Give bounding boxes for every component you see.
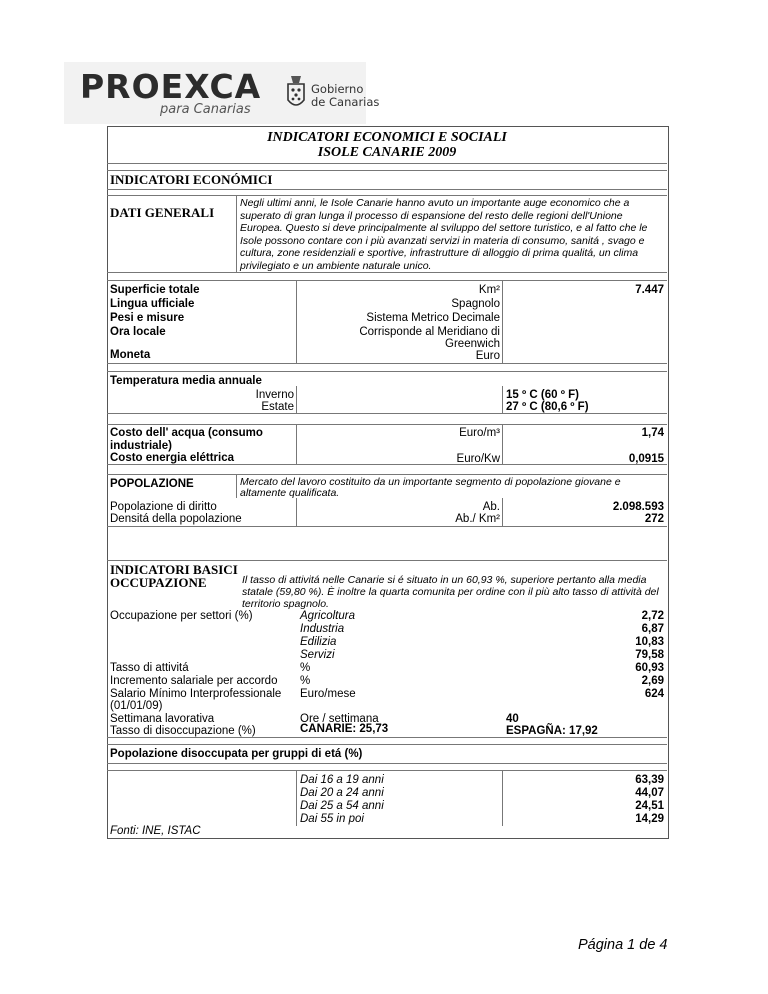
rule — [502, 498, 503, 526]
activity-rate-unit: % — [300, 662, 311, 674]
unemployment-label: Tasso di disoccupazione (%) — [110, 725, 256, 737]
rule — [107, 189, 667, 190]
age-group-label: Dai 55 in poi — [300, 813, 364, 825]
winter-value: 15 º C (60 º F) — [506, 389, 579, 401]
page-number: Página 1 de 4 — [578, 937, 668, 953]
rule — [296, 498, 297, 526]
measures-value: Sistema Metrico Decimale — [366, 312, 500, 324]
energy-cost-unit: Euro/Kw — [456, 453, 500, 465]
gobierno-logo-text: Gobierno de Canarias — [311, 82, 380, 109]
rule — [107, 744, 667, 745]
summer-label: Estate — [261, 401, 294, 413]
general-data-description: Negli ultimi anni, le Isole Canarie hanno avuto un importante auge economico che a superato di gran lunga il processo di espansione del resto delle regioni dell'Unione Europea. Questo si deve principalmente al sviluppo del settore turistico, e al fatto che le Isole possono contare con i più avanzati servizi in materia di consumo, sanitá , svago e cultura, zone residenziali e sportive, infrastrutture di alloggio di prima qualitá, un clima privilegiato e un ambiente naturale unico. — [240, 197, 648, 272]
proexca-logo: PROEXCA — [80, 67, 262, 106]
rule — [107, 195, 667, 196]
legal-population-value: 2.098.593 — [612, 501, 664, 513]
general-data-label: DATI GENERALI — [110, 205, 215, 220]
density-value: 272 — [644, 513, 664, 525]
water-cost-value: 1,74 — [641, 427, 664, 439]
work-week-value: 40 — [506, 713, 519, 725]
min-salary-unit: Euro/mese — [300, 688, 356, 700]
surface-unit: Km² — [478, 284, 500, 296]
population-description-cont: altamente qualificata. — [240, 487, 340, 499]
section-heading-basic: INDICATORI BASICI — [110, 562, 238, 577]
summer-value: 27 º C (80,6 º F) — [506, 401, 589, 413]
measures-label: Pesi e misure — [110, 312, 185, 324]
page-subtitle: ISOLE CANARIE 2009 — [317, 145, 457, 160]
age-group-value: 24,51 — [635, 800, 664, 812]
rule — [236, 195, 237, 272]
unemployment-canarie: CANARIE: 25,73 — [300, 723, 389, 735]
section-heading-economic: INDICATORI ECONÓMICI — [110, 172, 273, 187]
currency-value: Euro — [475, 350, 500, 362]
rule — [502, 280, 503, 363]
time-value: Corrisponde al Meridiano di — [359, 326, 500, 338]
language-label: Lingua ufficiale — [110, 298, 195, 310]
legal-population-label: Popolazione di diritto — [110, 501, 217, 513]
age-group-label: Dai 20 a 24 anni — [300, 787, 384, 799]
density-label: Densitá della popolazione — [110, 513, 242, 525]
energy-cost-value: 0,0915 — [628, 453, 664, 465]
work-week-label: Settimana lavorativa — [110, 713, 215, 725]
age-group-value: 63,39 — [635, 774, 664, 786]
sector-name: Agricoltura — [300, 610, 355, 622]
rule — [236, 474, 237, 498]
rule — [107, 371, 667, 372]
density-unit: Ab./ Km² — [455, 513, 500, 525]
rule — [502, 770, 503, 826]
employment-label: OCCUPAZIONE — [110, 575, 207, 590]
salary-increase-label: Incremento salariale per accordo — [110, 675, 278, 687]
rule — [296, 770, 297, 826]
age-group-value: 14,29 — [635, 813, 664, 825]
rule — [107, 763, 667, 764]
salary-increase-value: 2,69 — [641, 675, 664, 687]
rule — [107, 363, 667, 364]
sector-name: Edilizia — [300, 636, 337, 648]
population-label: POPOLAZIONE — [110, 478, 194, 490]
age-group-value: 44,07 — [635, 787, 664, 799]
proexca-logo-subtitle: para Canarias — [160, 102, 251, 117]
rule — [107, 272, 667, 273]
employment-description-end: territorio spagnolo. — [242, 598, 329, 610]
temperature-label: Temperatura media annuale — [110, 375, 262, 387]
page-title: INDICATORI ECONOMICI E SOCIALI — [267, 130, 507, 145]
time-label: Ora locale — [110, 326, 166, 338]
rule — [107, 163, 667, 164]
surface-label: Superficie totale — [110, 284, 200, 296]
age-group-label: Dai 16 a 19 anni — [300, 774, 384, 786]
legal-population-unit: Ab. — [482, 501, 500, 513]
rule — [502, 424, 503, 464]
time-value-cont: Greenwich — [445, 338, 500, 350]
min-salary-label: Salario Mínimo Interprofessionale — [110, 688, 282, 700]
sector-name: Servizi — [300, 649, 335, 661]
unemployment-spain: ESPAGÑA: 17,92 — [506, 725, 598, 737]
energy-cost-label: Costo energia eléttrica — [110, 452, 234, 464]
rule — [107, 560, 667, 561]
water-cost-label: Costo dell' acqua (consumo — [110, 427, 263, 439]
language-value: Spagnolo — [451, 298, 500, 310]
sector-value: 6,87 — [641, 623, 664, 635]
sector-value: 79,58 — [635, 649, 664, 661]
sector-value: 10,83 — [635, 636, 664, 648]
work-week-unit: Ore / settimana — [300, 713, 379, 725]
rule — [107, 170, 667, 171]
rule — [296, 386, 297, 413]
population-description: Mercato del lavoro costituito da un importante segmento di popolazione giovane e — [240, 476, 621, 488]
rule — [296, 280, 297, 363]
rule — [107, 424, 667, 425]
activity-rate-value: 60,93 — [635, 662, 664, 674]
sector-name: Industria — [300, 623, 345, 635]
rule — [107, 280, 667, 281]
rule — [502, 386, 503, 413]
rule — [107, 474, 667, 475]
sector-value: 2,72 — [641, 610, 664, 622]
age-group-label: Dai 25 a 54 anni — [300, 800, 384, 812]
rule — [107, 770, 667, 771]
sources-note: Fonti: INE, ISTAC — [110, 825, 201, 837]
winter-label: Inverno — [255, 389, 294, 401]
unemployed-age-heading: Popolazione disoccupata per gruppi di etá (%) — [110, 748, 363, 760]
gobierno-crest-icon — [284, 72, 308, 112]
min-salary-date: (01/01/09) — [110, 700, 163, 712]
surface-value: 7.447 — [635, 284, 664, 296]
min-salary-value: 624 — [644, 688, 664, 700]
activity-rate-label: Tasso di attivitá — [110, 662, 189, 674]
rule — [107, 526, 667, 527]
employment-description: Il tasso di attivitá nelle Canarie si é situato in un 60,93 %, superiore pertanto alla media — [242, 574, 647, 586]
currency-label: Moneta — [110, 349, 151, 361]
sectors-label: Occupazione per settori (%) — [110, 610, 253, 622]
employment-description-cont: statale (59,80 %). È inoltre la quarta comunita per ordine con il più alto tasso di attività del — [242, 586, 659, 598]
water-cost-unit: Euro/m³ — [459, 427, 500, 439]
water-cost-label-cont: industriale) — [110, 440, 172, 452]
rule — [296, 424, 297, 464]
salary-increase-unit: % — [300, 675, 311, 687]
